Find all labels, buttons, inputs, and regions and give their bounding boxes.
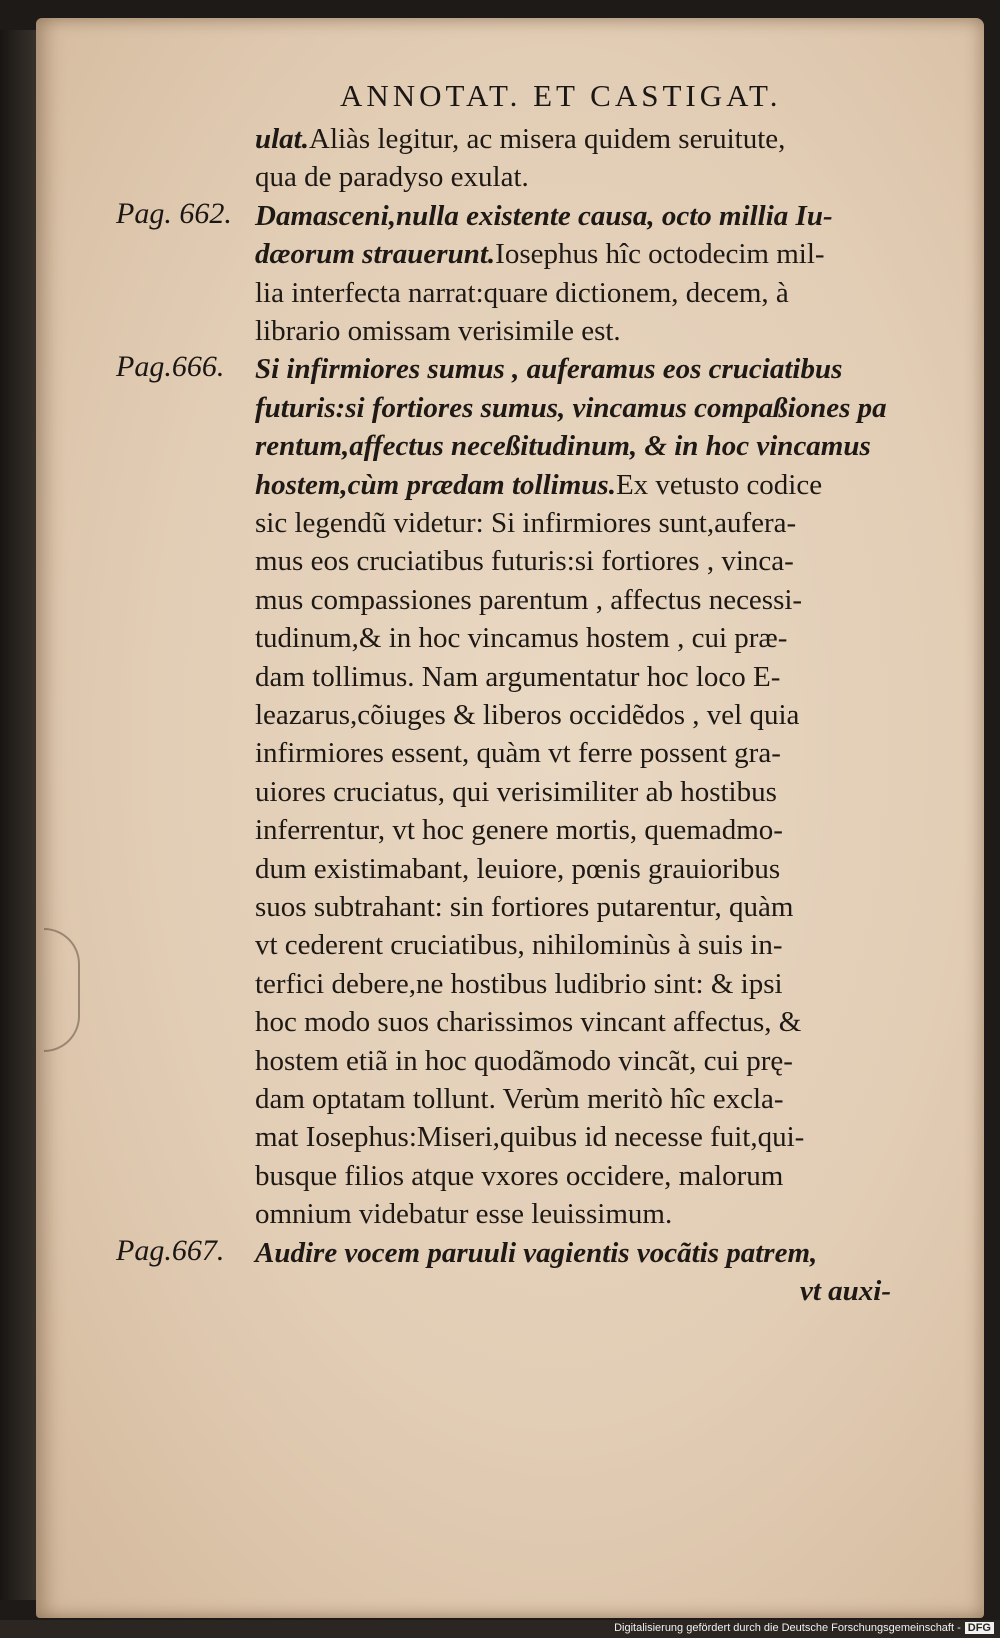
text-line xyxy=(255,350,842,388)
roman-text: leazarus,cõiuges & liberos occidẽdos , vel quia xyxy=(255,699,800,731)
text-line xyxy=(255,312,621,350)
roman-text: Aliàs legitur, ac misera quidem seruitute, xyxy=(309,123,786,155)
text-line xyxy=(255,427,871,465)
text-line xyxy=(255,734,781,772)
text-line xyxy=(255,658,780,696)
text-line xyxy=(255,235,825,273)
text-line xyxy=(255,466,822,504)
text-line xyxy=(255,965,783,1003)
text-line xyxy=(255,389,887,427)
page-reference-label: Pag. 662. xyxy=(116,197,232,230)
roman-text: lia interfecta narrat:quare dictionem, decem, à xyxy=(255,277,789,309)
roman-text: sic legendũ videtur: Si infirmiores sunt,aufera- xyxy=(255,507,797,539)
book-binding xyxy=(0,30,38,1600)
roman-text: dam optatam tollunt. Verùm meritò hîc excla- xyxy=(255,1083,784,1115)
roman-text: hoc modo suos charissimos vincant affectus, & xyxy=(255,1006,802,1038)
roman-text: Iosephus hîc octodecim mil- xyxy=(495,238,825,270)
text-line xyxy=(255,274,789,312)
text-line xyxy=(255,1118,804,1156)
page-tab-mark xyxy=(44,928,80,1052)
roman-text: Ex vetusto codice xyxy=(615,469,823,501)
roman-text: tudinum,& in hoc vincamus hostem , cui præ- xyxy=(255,622,788,654)
roman-text: mus compassiones parentum , affectus necessi- xyxy=(255,584,803,616)
italic-quote: futuris:si fortiores sumus, vincamus compaßiones pa xyxy=(255,392,887,424)
text-line xyxy=(255,696,799,734)
text-line xyxy=(255,1080,784,1118)
text-line xyxy=(255,1042,793,1080)
roman-text: infirmiores essent, quàm vt ferre possent gra- xyxy=(255,737,781,769)
text-line xyxy=(255,888,793,926)
text-line xyxy=(255,1003,801,1041)
roman-text: mat Iosephus:Miseri,quibus id necesse fuit,qui- xyxy=(255,1121,805,1153)
roman-text: terfici debere,ne hostibus ludibrio sint: & ipsi xyxy=(255,968,783,1000)
roman-text: mus eos cruciatibus futuris:si fortiores , vinca- xyxy=(255,545,794,577)
page-reference-label: Pag.667. xyxy=(116,1234,225,1267)
text-line xyxy=(800,1272,891,1310)
roman-text: dum existimabant, leuiore, pœnis grauioribus xyxy=(255,853,781,885)
roman-text: dam tollimus. Nam argumentatur hoc loco E- xyxy=(255,661,781,693)
roman-text: uiores cruciatus, qui verisimiliter ab hostibus xyxy=(255,776,777,808)
dfg-logo: DFG xyxy=(965,1622,994,1634)
italic-quote: rentum,affectus neceßitudinum, & in hoc vincamus xyxy=(255,430,871,462)
text-line xyxy=(255,542,794,580)
digitization-credit xyxy=(614,1622,994,1638)
italic-fragment: dæorum strauerunt. xyxy=(255,238,496,270)
text-line xyxy=(255,504,796,542)
text-line xyxy=(255,197,833,235)
roman-text: inferrentur, vt hoc genere mortis, quemadmo- xyxy=(255,814,783,846)
text-line xyxy=(255,850,780,888)
text-line xyxy=(255,1234,817,1272)
credit-text: Digitalisierung gefördert durch die Deutsche Forschungsgemeinschaft - xyxy=(614,1622,961,1634)
roman-text: hostem etiã in hoc quodãmodo vincãt, cui prę- xyxy=(255,1045,793,1077)
text-line xyxy=(255,581,802,619)
text-line xyxy=(255,120,785,158)
text-line xyxy=(255,158,529,196)
text-line xyxy=(255,1157,783,1195)
italic-quote: Si infirmiores sumus , auferamus eos cruciatibus xyxy=(255,353,843,385)
italic-fragment: ulat. xyxy=(255,123,309,155)
page-reference-label: Pag.666. xyxy=(116,350,225,383)
text-line xyxy=(255,1195,672,1233)
roman-text: busque filios atque vxores occidere, malorum xyxy=(255,1160,784,1192)
running-header: ANNOTAT. ET CASTIGAT. xyxy=(340,78,782,113)
text-line xyxy=(255,773,777,811)
roman-text: qua de paradyso exulat. xyxy=(255,161,529,193)
roman-text: librario omissam verisimile est. xyxy=(255,315,621,347)
italic-fragment: hostem,cùm prædam tollimus. xyxy=(255,469,616,501)
text-line xyxy=(255,811,783,849)
roman-text: omnium videbatur esse leuissimum. xyxy=(255,1198,673,1230)
italic-quote: Damasceni,nulla existente causa, octo millia Iu- xyxy=(255,200,833,232)
text-line xyxy=(255,926,783,964)
roman-text: suos subtrahant: sin fortiores putarentur, quàm xyxy=(255,891,794,923)
text-line xyxy=(255,619,787,657)
italic-quote: Audire vocem paruuli vagientis vocãtis patrem, xyxy=(255,1237,818,1269)
italic-quote: vt auxi- xyxy=(800,1275,892,1307)
roman-text: vt cederent cruciatibus, nihilominùs à suis in- xyxy=(255,929,783,961)
